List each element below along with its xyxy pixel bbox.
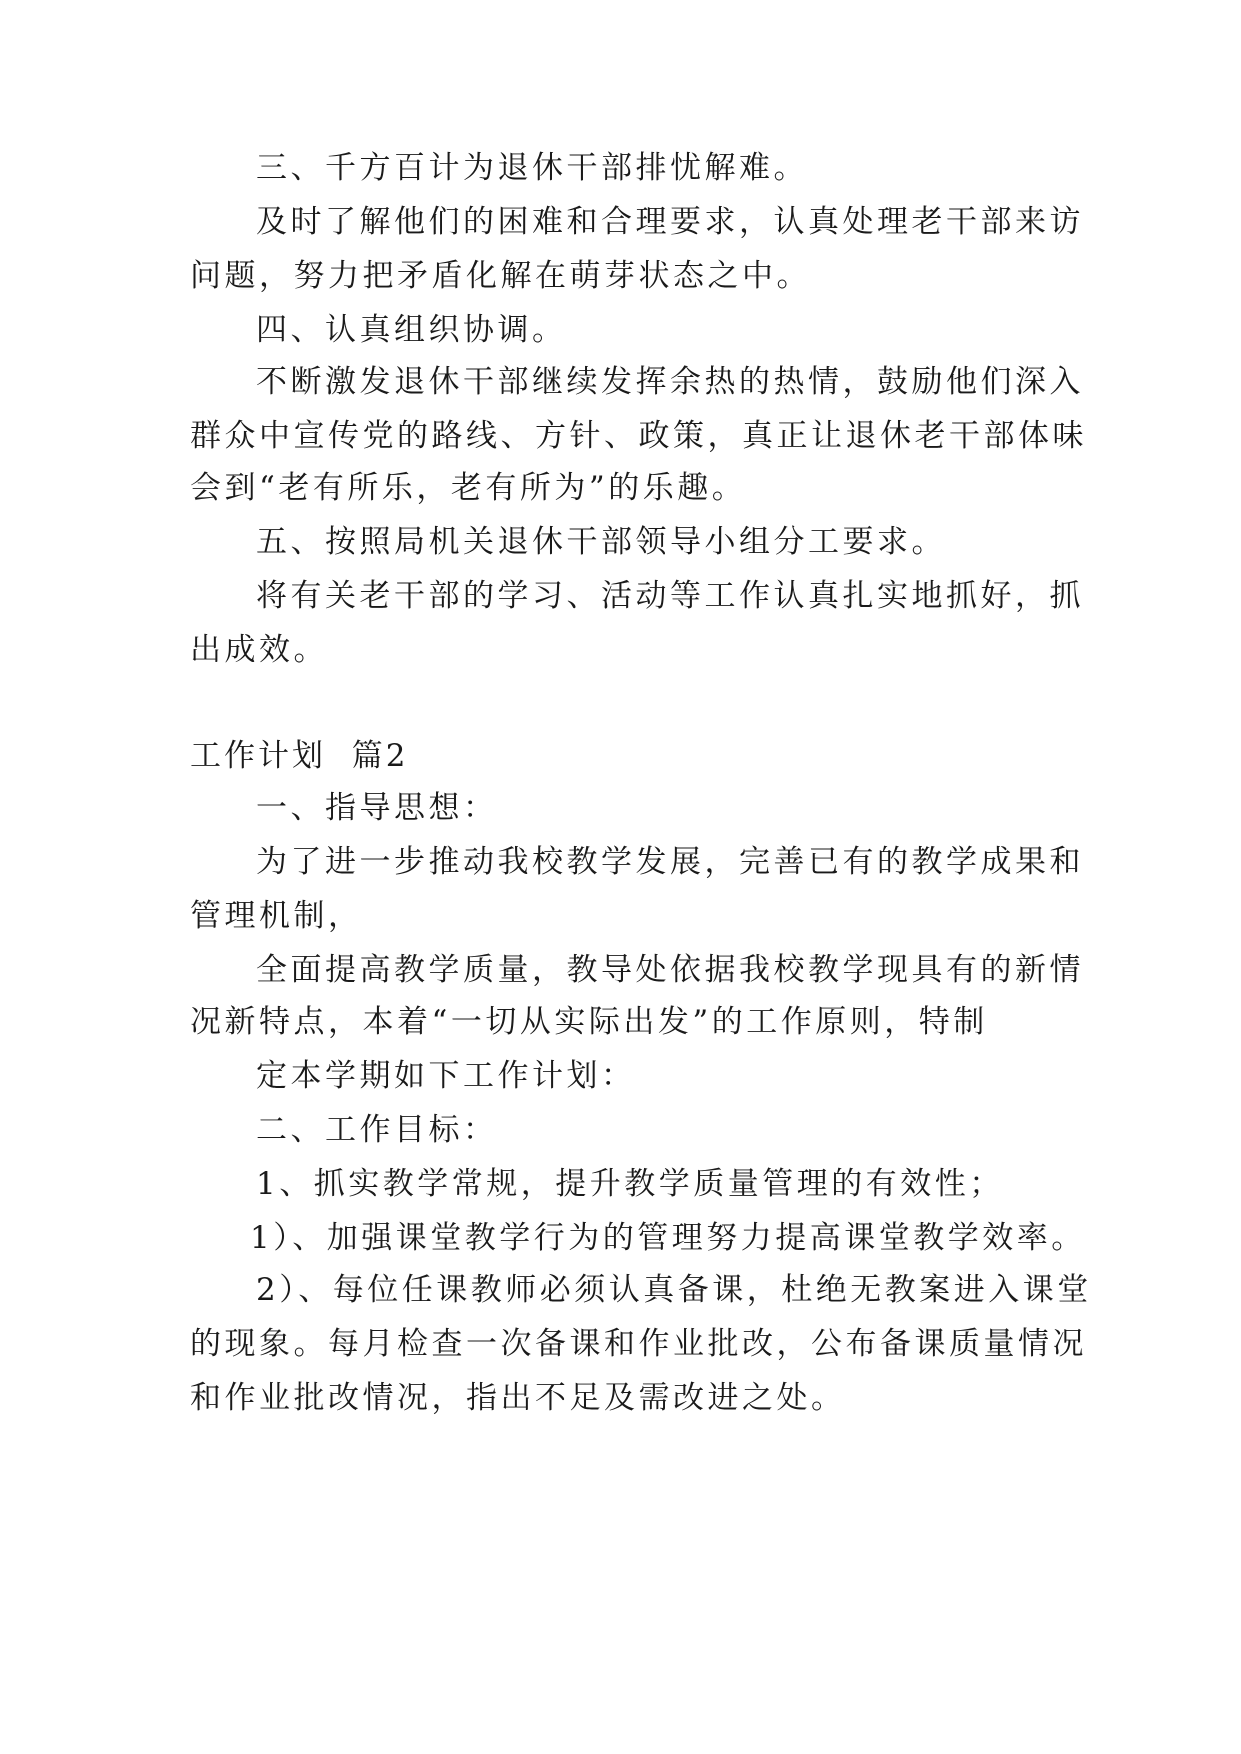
item4-title: 四、认真组织协调。: [256, 312, 567, 348]
section-heading: 工作计划 篇2: [190, 738, 409, 774]
item4-body-line1: 不断激发退休干部继续发挥余热的热情，鼓励他们深入: [256, 364, 1084, 400]
goal1-sub1: 1）、加强课堂教学行为的管理努力提高课堂教学效率。: [250, 1220, 1086, 1256]
item3-title: 三、千方百计为退休干部排忧解难。: [256, 150, 808, 186]
goal1-sub2-line1: 2）、每位任课教师必须认真备课，杜绝无教案进入课堂: [256, 1272, 1092, 1308]
item3-body-line2: 问题，努力把矛盾化解在萌芽状态之中。: [190, 258, 811, 294]
item3-body-line1: 及时了解他们的困难和合理要求，认真处理老干部来访: [256, 204, 1084, 240]
guiding-title: 一、指导思想：: [256, 790, 498, 826]
item5-title: 五、按照局机关退休干部领导小组分工要求。: [256, 524, 946, 560]
item5-body-line1: 将有关老干部的学习、活动等工作认真扎实地抓好，抓: [256, 578, 1084, 614]
item5-body-line2: 出成效。: [190, 632, 328, 668]
item4-body-line3: 会到“老有所乐，老有所为”的乐趣。: [190, 470, 747, 506]
goal1-sub2-line2: 的现象。每月检查一次备课和作业批改，公布备课质量情况: [190, 1326, 1087, 1362]
guiding-line3: 全面提高教学质量，教导处依据我校教学现具有的新情: [256, 952, 1084, 988]
goal1-sub2-line3: 和作业批改情况，指出不足及需改进之处。: [190, 1380, 846, 1416]
guiding-line4: 况新特点，本着“一切从实际出发”的工作原则，特制: [190, 1004, 988, 1040]
item4-body-line2: 群众中宣传党的路线、方针、政策，真正让退休老干部体味: [190, 418, 1087, 454]
goal1: 1、抓实教学常规，提升教学质量管理的有效性；: [256, 1166, 1004, 1202]
guiding-line5: 定本学期如下工作计划：: [256, 1058, 636, 1094]
guiding-line2: 管理机制，: [190, 898, 363, 934]
guiding-line1: 为了进一步推动我校教学发展，完善已有的教学成果和: [256, 844, 1084, 880]
goals-title: 二、工作目标：: [256, 1112, 498, 1148]
